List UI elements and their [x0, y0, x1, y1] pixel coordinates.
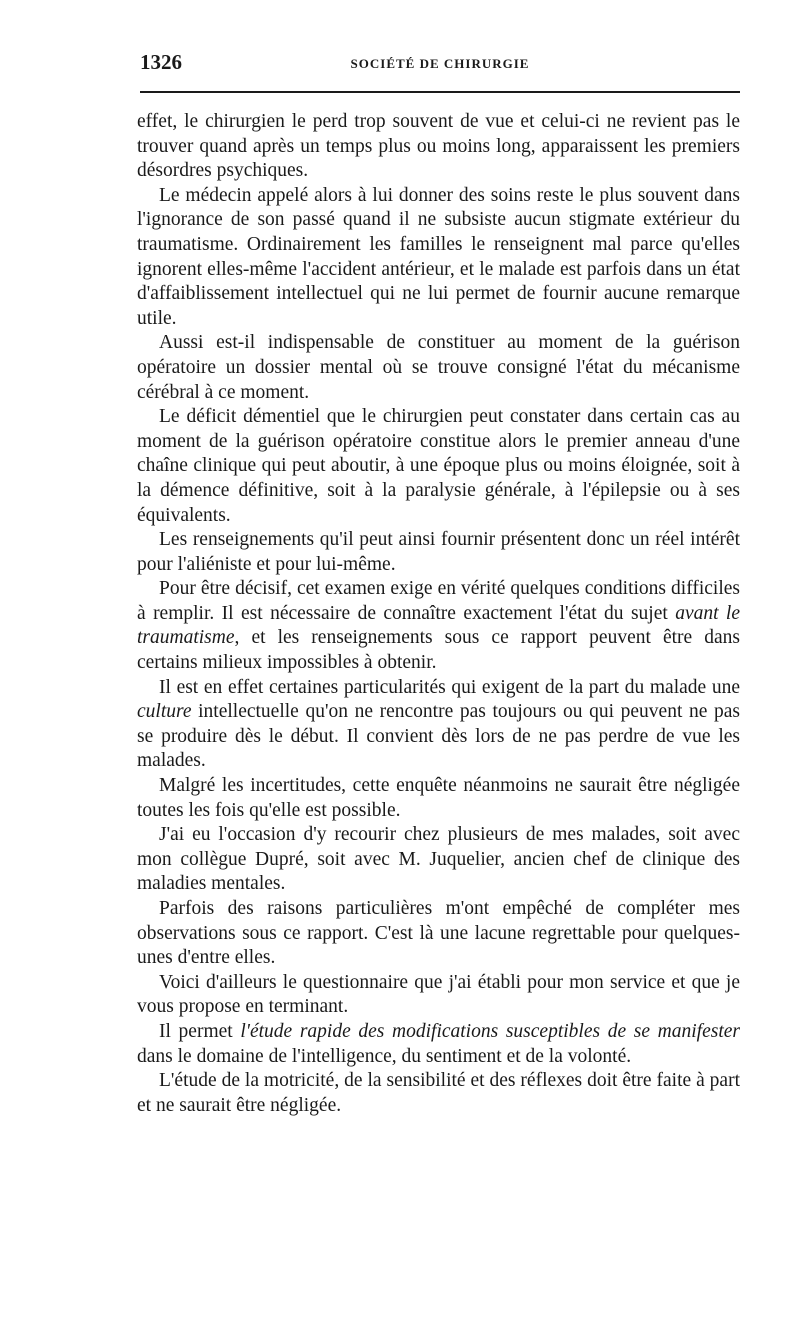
italic-text: culture [137, 701, 192, 723]
paragraph [137, 897, 740, 971]
text-segment: Aussi est-il indispensable de constituer au moment de la guérison opératoire un dossier mental où se trouve consigné l'état du mécanisme cérébral à ce moment. [137, 332, 740, 403]
text-segment: Parfois des raisons particulières m'ont empêché de compléter mes observations sous ce rapport. C'est là une lacune regrettable pour quelques-unes d'entre elles. [137, 898, 740, 969]
header-rule [140, 91, 740, 93]
paragraph [137, 971, 740, 1020]
paragraph [137, 405, 740, 528]
text-segment: dans le domaine de l'intelligence, du sentiment et de la volonté. [137, 1045, 632, 1067]
text-segment: , et les renseignements sous ce rapport peuvent être dans certains milieux impossibles à obtenir. [137, 627, 740, 674]
paragraph [137, 1069, 740, 1118]
paragraph [137, 110, 740, 184]
body-text [137, 110, 740, 1118]
page-number: 1326 [140, 50, 182, 74]
paragraph [137, 774, 740, 823]
text-segment: Malgré les incertitudes, cette enquête néanmoins ne saurait être négligée toutes les fois qu'elle est possible. [137, 775, 740, 821]
running-title: SOCIÉTÉ DE CHIRURGIE [350, 56, 530, 71]
page-header [140, 50, 740, 84]
text-segment: Le déficit démentiel que le chirurgien peut constater dans certain cas au moment de la guérison opératoire constitue alors le premier anneau d'une chaîne clinique qui peut aboutir, à une époque plus ou moins éloignée, soit à la démence définitive, soit à la paralysie générale, à l'épilepsie ou à ses équivalents. [137, 406, 740, 526]
italic-text: l'étude rapide des modifications susceptibles de se manifester [240, 1020, 740, 1042]
text-segment: Il est en effet certaines particularités qui exigent de la part du malade une [159, 676, 740, 698]
text-segment: J'ai eu l'occasion d'y recourir chez plusieurs de mes malades, soit avec mon collègue Dupré, soit avec M. Juquelier, ancien chef de clinique des maladies mentales. [137, 824, 740, 895]
paragraph [137, 577, 740, 675]
italic-text: avant le traumatisme [137, 602, 740, 649]
paragraph [137, 823, 740, 897]
text-segment: Pour être décisif, cet examen exige en vérité quelques conditions difficiles à remplir. Il est nécessaire de connaître exactement l'état du sujet [137, 578, 740, 624]
text-segment: L'étude de la motricité, de la sensibilité et des réflexes doit être faite à part et ne saurait être négligée. [137, 1070, 740, 1116]
paragraph [137, 331, 740, 405]
text-segment: Il permet [159, 1020, 241, 1042]
paragraph [137, 676, 740, 774]
text-segment: Voici d'ailleurs le questionnaire que j'ai établi pour mon service et que je vous propose en terminant. [137, 971, 740, 1018]
text-segment: Le médecin appelé alors à lui donner des soins reste le plus souvent dans l'ignorance de son passé quand il ne subsiste aucun stigmate extérieur du traumatisme. Ordinairement les familles le renseignent mal parce qu'elles ignorent elles-même l'accident antérieur, et le malade est parfois dans un état d'affaiblissement intellectuel qui ne lui permet de fournir aucune remarque utile. [137, 184, 740, 329]
text-segment: effet, le chirurgien le perd trop souvent de vue et celui-ci ne revient pas le trouver quand après un temps plus ou moins long, apparaissent les premiers désordres psychiques. [137, 111, 740, 182]
paragraph [137, 1020, 740, 1069]
paragraph [137, 528, 740, 577]
text-segment: Les renseignements qu'il peut ainsi fournir présentent donc un réel intérêt pour l'aliéniste et pour lui-même. [137, 529, 740, 575]
text-segment: intellectuelle qu'on ne rencontre pas toujours ou qui peuvent ne pas se produire dès le début. Il convient dès lors de ne pas perdre de vue les malades. [137, 701, 740, 772]
paragraph [137, 184, 740, 332]
